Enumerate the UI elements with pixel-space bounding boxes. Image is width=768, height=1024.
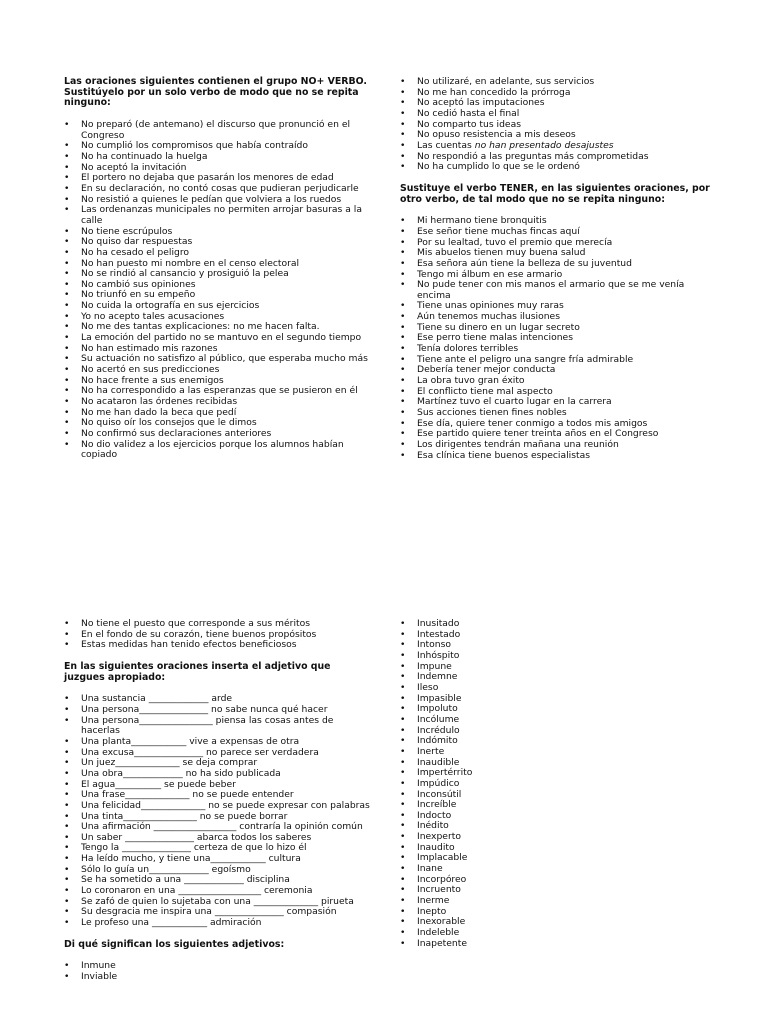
list-item: • No tiene el puesto que corresponde a sus méritos <box>64 619 374 630</box>
list-item: • Tiene su dinero en un lugar secreto <box>400 323 712 334</box>
list-item: • No quiso oír los consejos que le dimos <box>64 418 374 429</box>
list-item: • Se zafó de quien lo sujetaba con una ______________ pirueta <box>64 897 374 908</box>
list-item: • Inusitado <box>400 619 712 630</box>
heading-no-verbo: Las oraciones siguientes contienen el grupo NO+ VERBO. Sustitúyelo por un solo verbo de modo que no se repita ninguno: <box>64 76 367 109</box>
list-tener-continued <box>64 619 374 651</box>
list-item: • No acataron las órdenes recibidas <box>64 397 374 408</box>
list-item: • Inerme <box>400 896 712 907</box>
list-item: • Inédito <box>400 821 712 832</box>
list-item: • Ese día, quiere tener conmigo a todos mis amigos <box>400 419 712 430</box>
list-item: • No ha continuado la huelga <box>64 152 374 163</box>
list-item: • La emoción del partido no se mantuvo en el segundo tiempo <box>64 333 374 344</box>
list-item: • Incruento <box>400 885 712 896</box>
list-tener <box>400 216 712 461</box>
list-item: • Incorpóreo <box>400 875 712 886</box>
list-item: • No quiso dar respuestas <box>64 237 374 248</box>
list-item: • Intestado <box>400 630 712 641</box>
list-item: • Incólume <box>400 715 712 726</box>
list-item: • No cuida la ortografía en sus ejercicios <box>64 301 374 312</box>
list-item: • No ha cumplido lo que se le ordenó <box>400 162 712 173</box>
list-item: • Ese señor tiene muchas fincas aquí <box>400 227 712 238</box>
list-item: • No hace frente a sus enemigos <box>64 376 374 387</box>
list-no-verbo-continued <box>400 77 712 173</box>
list-item: • Su actuación no satisfizo al público, que esperaba mucho más <box>64 354 374 365</box>
list-item <box>400 141 712 152</box>
list-item: • No aceptó la invitación <box>64 163 374 174</box>
list-item: • No comparto tus ideas <box>400 120 712 131</box>
exercise-no-verbo-column <box>64 77 374 461</box>
list-item: • No respondió a las preguntas más comprometidas <box>400 152 712 163</box>
list-item: • No pude tener con mis manos el armario que se me venía encima <box>400 280 712 301</box>
list-item: • Ese perro tiene malas intenciones <box>400 333 712 344</box>
heading-tener: Sustituye el verbo TENER, en las siguientes oraciones, por otro verbo, de tal modo que no se repita ninguno: <box>400 182 710 205</box>
list-item: • En su declaración, no contó cosas que pudieran perjudicarle <box>64 184 374 195</box>
list-item: • Indocto <box>400 811 712 822</box>
list-item: • Sus acciones tienen fines nobles <box>400 408 712 419</box>
list-item: • Tenía dolores terribles <box>400 344 712 355</box>
list-item: • Una felicidad______________ no se puede expresar con palabras <box>64 801 374 812</box>
list-item: • La obra tuvo gran éxito <box>400 376 712 387</box>
list-item: • No confirmó sus declaraciones anteriores <box>64 429 374 440</box>
list-item: • Esa clínica tiene buenos especialistas <box>400 451 712 462</box>
list-item: • No preparó (de antemano) el discurso que pronunció en el Congreso <box>64 120 374 141</box>
list-adjetivo <box>64 694 374 928</box>
list-item: • Martínez tuvo el cuarto lugar en la carrera <box>400 397 712 408</box>
list-item: • Inexorable <box>400 917 712 928</box>
list-item: • Implacable <box>400 853 712 864</box>
list-item: • Indeleble <box>400 928 712 939</box>
list-item: • Estas medidas han tenido efectos beneficiosos <box>64 640 374 651</box>
list-item: • Una planta____________ vive a expensas de otra <box>64 737 374 748</box>
list-item: • No me des tantas explicaciones: no me hacen falta. <box>64 322 374 333</box>
heading-adjetivo: En las siguientes oraciones inserta el adjetivo que juzgues apropiado: <box>64 660 331 683</box>
list-item: • Indemne <box>400 672 712 683</box>
list-item-prefix: Las cuentas <box>417 139 475 151</box>
list-item: • Un saber _______________ abarca todos los saberes <box>64 833 374 844</box>
list-item: • Yo no acepto tales acusaciones <box>64 312 374 323</box>
list-item: • Impune <box>400 662 712 673</box>
list-item: • No dio validez a los ejercicios porque los alumnos habían copiado <box>64 440 374 461</box>
list-item: • No cumplió los compromisos que había contraído <box>64 141 374 152</box>
list-item: • No han puesto mi nombre en el censo electoral <box>64 259 374 270</box>
list-item: • No cedió hasta el final <box>400 109 712 120</box>
list-item: • Impasible <box>400 694 712 705</box>
list-item: • No triunfó en su empeño <box>64 290 374 301</box>
list-item: • No han estimado mis razones <box>64 344 374 355</box>
list-item: • Una persona_______________ no sabe nunca qué hacer <box>64 705 374 716</box>
list-item: • Ha leído mucho, y tiene una____________ cultura <box>64 854 374 865</box>
list-no-verbo <box>64 120 374 461</box>
list-item: • No me han concedido la prórroga <box>400 88 712 99</box>
list-item: • No utilizaré, en adelante, sus servicios <box>400 77 712 88</box>
list-item: • No cambió sus opiniones <box>64 280 374 291</box>
list-item: • No se rindió al cansancio y prosiguió la pelea <box>64 269 374 280</box>
list-item: • No ha cesado el peligro <box>64 248 374 259</box>
list-item: • Su desgracia me inspira una _______________ compasión <box>64 907 374 918</box>
list-item: • El agua__________ se puede beber <box>64 780 374 791</box>
list-item: • Una frase______________ no se puede entender <box>64 790 374 801</box>
list-item: • Tiene unas opiniones muy raras <box>400 301 712 312</box>
exercise-adjetivo-column <box>64 619 374 983</box>
list-item: • El portero no dejaba que pasarán los menores de edad <box>64 173 374 184</box>
heading-significado: Di qué significan los siguientes adjetivos: <box>64 938 285 950</box>
list-item: • Impoluto <box>400 704 712 715</box>
list-item: • Un juez______________ se deja comprar <box>64 758 374 769</box>
list-item: • Inmune <box>64 961 374 972</box>
list-item: • Increíble <box>400 800 712 811</box>
list-item: • Una excusa_______________ no parece ser verdadera <box>64 748 374 759</box>
list-item: • Inapetente <box>400 939 712 950</box>
list-item: • No ha correspondido a las esperanzas que se pusieron en él <box>64 386 374 397</box>
list-item: • Se ha sometido a una _____________ disciplina <box>64 875 374 886</box>
list-item: • Indómito <box>400 736 712 747</box>
list-item: • Tengo la _______________ certeza de que lo hizo él <box>64 843 374 854</box>
list-item: • Inhóspito <box>400 651 712 662</box>
list-item: • Inepto <box>400 907 712 918</box>
list-item: • Intonso <box>400 640 712 651</box>
list-item: • Ese partido quiere tener treinta años en el Congreso <box>400 429 712 440</box>
list-item: • Mi hermano tiene bronquitis <box>400 216 712 227</box>
list-adjective-words <box>400 619 712 949</box>
list-item: • Una tinta________________ no se puede borrar <box>64 812 374 823</box>
list-item: • Tengo mi álbum en ese armario <box>400 270 712 281</box>
list-item: • Inexperto <box>400 832 712 843</box>
list-item-italic: no han presentado desajustes <box>474 139 614 151</box>
list-item: • Impertérrito <box>400 768 712 779</box>
list-item: • Inaudito <box>400 843 712 854</box>
list-item: • Ileso <box>400 683 712 694</box>
list-item: • Inane <box>400 864 712 875</box>
list-item: • Incrédulo <box>400 726 712 737</box>
list-item: • No acertó en sus predicciones <box>64 365 374 376</box>
list-item: • El conflicto tiene mal aspecto <box>400 387 712 398</box>
list-item: • No me han dado la beca que pedí <box>64 408 374 419</box>
list-item: • Una persona________________ piensa las cosas antes de hacerlas <box>64 716 374 737</box>
list-item: • Inerte <box>400 747 712 758</box>
list-significado <box>64 961 374 982</box>
list-item: • Mis abuelos tienen muy buena salud <box>400 248 712 259</box>
list-item: • Lo coronaron en una __________________ ceremonia <box>64 886 374 897</box>
list-item: • Debería tener mejor conducta <box>400 365 712 376</box>
list-item: • Una sustancia _____________ arde <box>64 694 374 705</box>
list-item: • No resistió a quienes le pedían que volviera a los ruedos <box>64 195 374 206</box>
list-item: • Impúdico <box>400 779 712 790</box>
list-item: • Inviable <box>64 972 374 983</box>
list-item: • Una obra_____________ no ha sido publicada <box>64 769 374 780</box>
list-item: • Inaudible <box>400 758 712 769</box>
list-item: • No aceptó las imputaciones <box>400 98 712 109</box>
list-item: • No tiene escrúpulos <box>64 227 374 238</box>
list-item: • Inconsútil <box>400 790 712 801</box>
list-item: • Sólo lo guía un_____________ egoísmo <box>64 865 374 876</box>
list-item: • Por su lealtad, tuvo el premio que merecía <box>400 238 712 249</box>
list-item: • Aún tenemos muchas ilusiones <box>400 312 712 323</box>
list-item: • Esa señora aún tiene la belleza de su juventud <box>400 259 712 270</box>
list-item: • En el fondo de su corazón, tiene buenos propósitos <box>64 630 374 641</box>
list-item: • Tiene ante el peligro una sangre fría admirable <box>400 355 712 366</box>
adjective-word-column <box>400 619 712 949</box>
list-item: • Le profeso una ____________ admiración <box>64 918 374 929</box>
list-item: • No opuso resistencia a mis deseos <box>400 130 712 141</box>
list-item: • Las ordenanzas municipales no permiten arrojar basuras a la calle <box>64 205 374 226</box>
list-item: • Los dirigentes tendrán mañana una reunión <box>400 440 712 451</box>
list-item: • Una afirmación __________________ contraría la opinión común <box>64 822 374 833</box>
exercise-tener-column <box>400 77 712 461</box>
